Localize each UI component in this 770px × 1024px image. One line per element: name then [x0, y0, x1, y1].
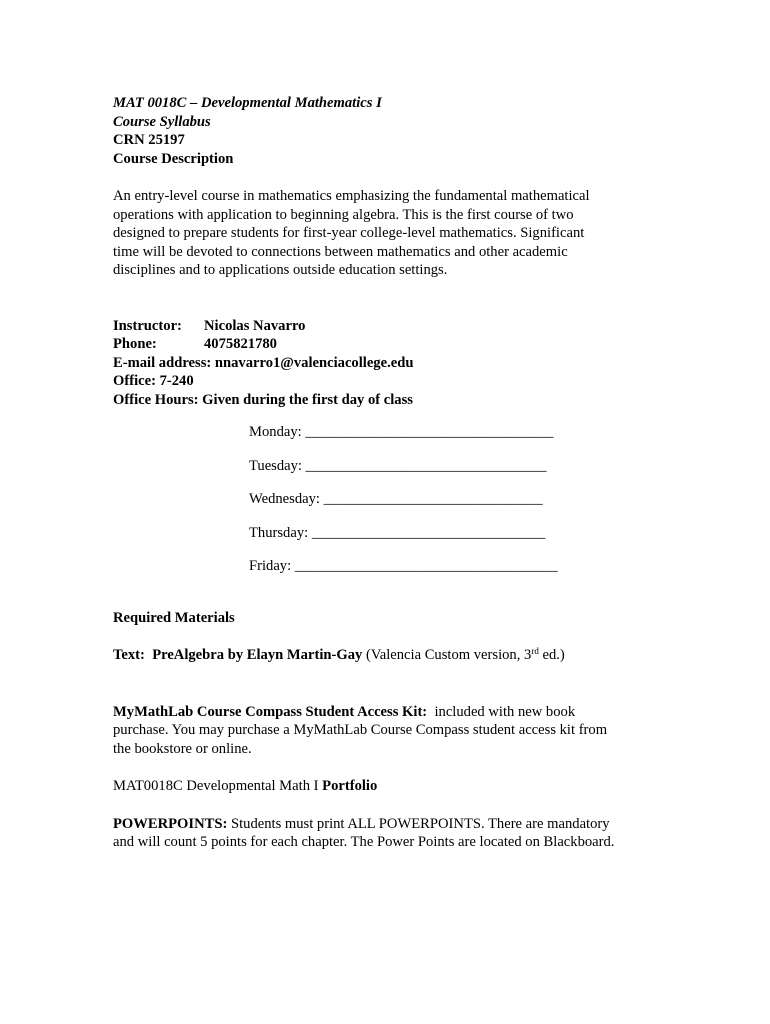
mymathlab-line-1	[113, 703, 673, 722]
powerpoints-line-2: and will count 5 points for each chapter. The Power Points are located on Blackboard.	[113, 834, 615, 850]
phone-number: 4075821780	[204, 336, 277, 352]
textbook-row	[113, 646, 673, 665]
document-type: Course Syllabus	[113, 113, 211, 130]
course-description-text	[113, 187, 673, 280]
mymathlab-line-2: purchase. You may purchase a MyMathLab Course Compass student access kit from	[113, 722, 608, 738]
office-hours-friday: Friday: ____________________________________	[249, 558, 558, 574]
crn-number: CRN 25197	[113, 132, 185, 148]
email-row: E-mail address: nnavarro1@valenciacollege.edu	[113, 354, 414, 371]
course-title: MAT 0018C – Developmental Mathematics I	[113, 95, 382, 111]
office-hours-tuesday: Tuesday: _________________________________	[249, 457, 547, 474]
office-row: Office: 7-240	[113, 373, 194, 389]
office-hours-monday: Monday: __________________________________	[249, 424, 554, 440]
course-description-heading: Course Description	[113, 150, 234, 167]
portfolio-prefix: MAT0018C Developmental Math I	[113, 778, 323, 794]
text-label: Text:	[113, 647, 145, 663]
office-hours-schedule	[249, 423, 673, 591]
textbook-edition: (Valencia Custom version, 3rd ed.)	[365, 646, 565, 663]
mymathlab-label: MyMathLab Course Compass Student Access Kit:	[113, 703, 428, 720]
powerpoints-line-1	[113, 815, 673, 834]
portfolio-row	[113, 777, 673, 796]
phone-label: Phone:	[113, 336, 157, 352]
mymathlab-line-3: the bookstore or online.	[113, 740, 252, 757]
office-hours-wednesday: Wednesday: ______________________________	[249, 491, 543, 507]
required-materials-heading: Required Materials	[113, 609, 235, 626]
description-line: An entry-level course in mathematics emphasizing the fundamental mathematical	[113, 188, 590, 204]
description-line: operations with application to beginning algebra. This is the first course of two	[113, 206, 574, 223]
instructor-row	[113, 317, 673, 336]
syllabus-page	[113, 94, 673, 852]
mymathlab-text: included with new book	[427, 703, 576, 720]
textbook-title: PreAlgebra by Elayn Martin-Gay	[152, 647, 363, 663]
instructor-label: Instructor:	[113, 317, 182, 334]
instructor-name: Nicolas Navarro	[204, 317, 306, 334]
office-hours-thursday: Thursday: ________________________________	[249, 524, 546, 541]
portfolio-label: Portfolio	[322, 778, 378, 794]
powerpoints-text: Students must print ALL POWERPOINTS. There are mandatory	[227, 815, 610, 832]
description-line: designed to prepare students for first-year college-level mathematics. Significant	[113, 225, 585, 241]
powerpoints-label: POWERPOINTS:	[113, 815, 228, 832]
phone-row	[113, 335, 673, 354]
description-line: time will be devoted to connections between mathematics and other academic	[113, 243, 568, 260]
description-line: disciplines and to applications outside education settings.	[113, 262, 448, 278]
office-hours-row: Office Hours: Given during the first day of class	[113, 391, 413, 408]
